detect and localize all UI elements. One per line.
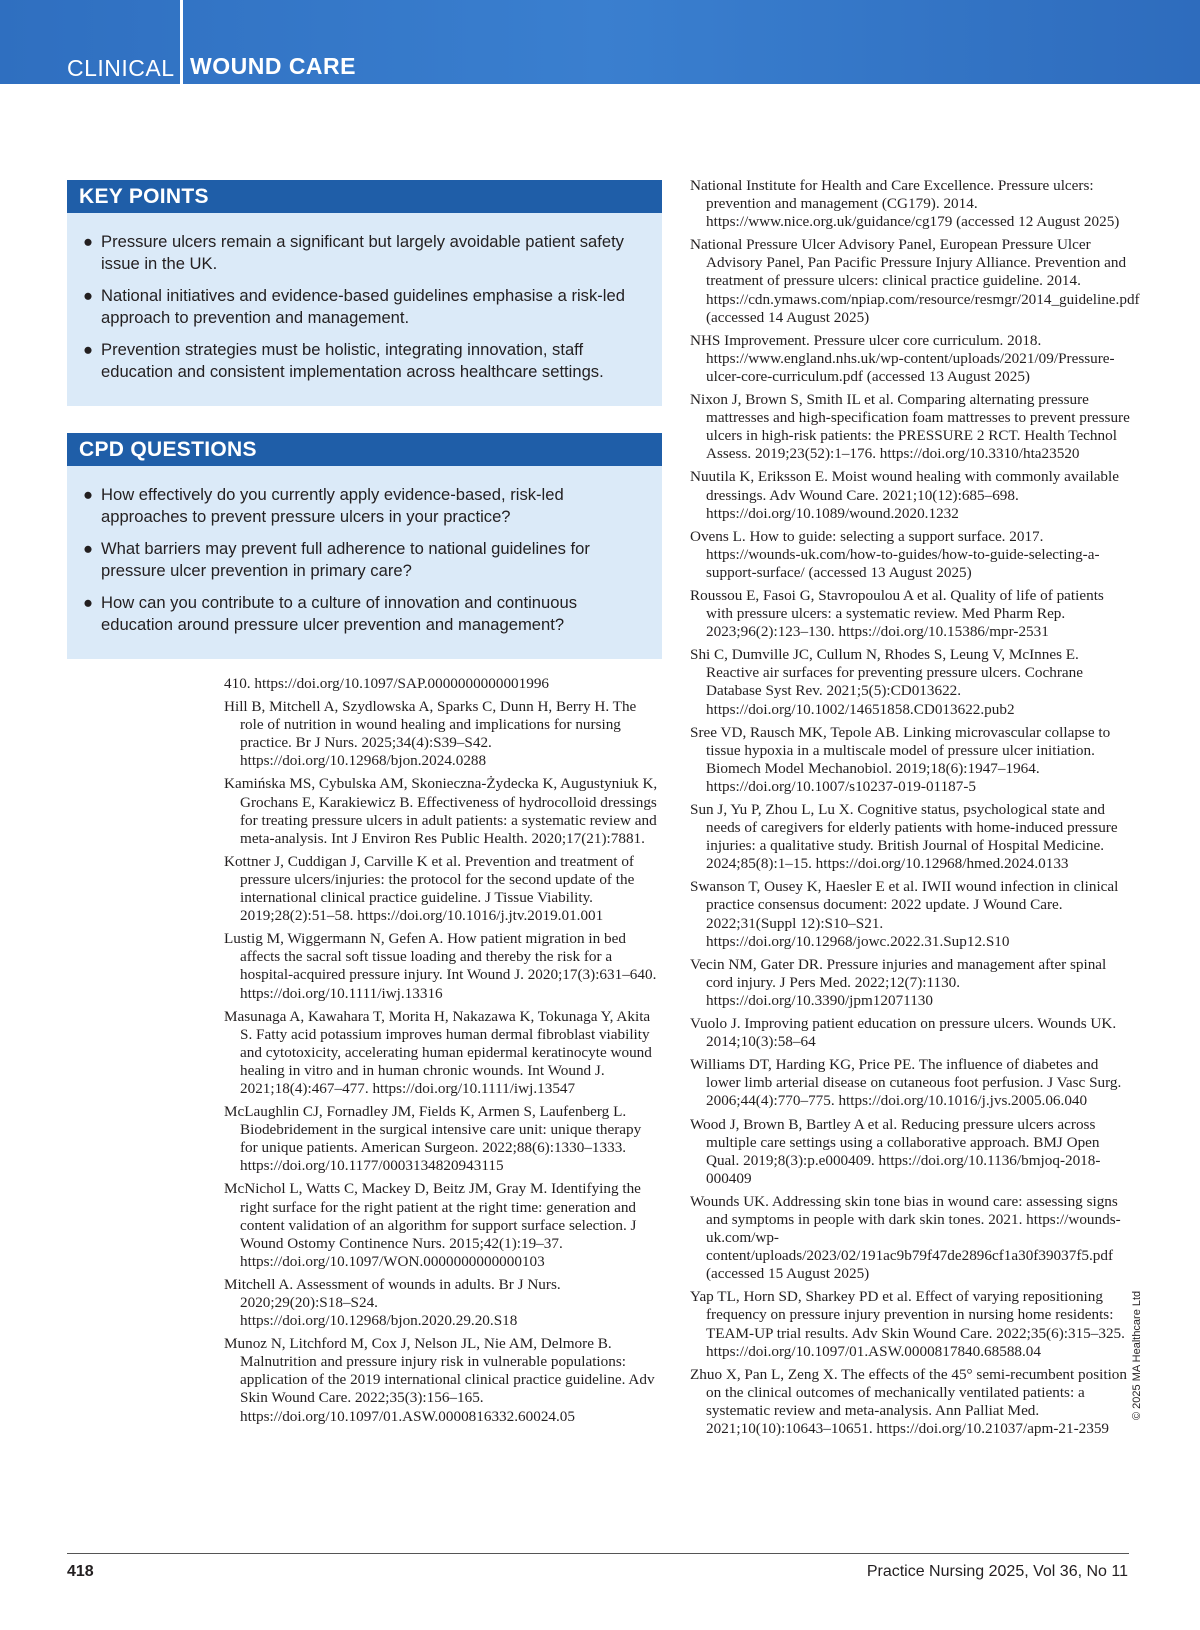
reference-item: Shi C, Dumville JC, Cullum N, Rhodes S, Leung V, McInnes E. Reactive air surfaces for preventing pressure ulcers. Cochrane Database Syst Rev. 2021;5(5):CD013622. https://doi.org/10.1002/14651858.CD013622.pub2 — [690, 646, 1083, 718]
reference-item: Vuolo J. Improving patient education on pressure ulcers. Wounds UK. 2014;10(3):58–64 — [690, 1015, 1117, 1051]
bullet-icon: ● — [83, 539, 94, 558]
reference-item: Masunaga A, Kawahara T, Morita H, Nakazawa K, Tokunaga Y, Akita S. Fatty acid potassium improves human dermal fibroblast viability and cytotoxicity, accelerating human epidermal keratinocyte wound healing in vitro and in human chronic wounds. Int Wound J. 2021;18(4):467–477. https://doi.org/10.1111/iwj.13547 — [224, 1007, 652, 1097]
section-label: CLINICAL — [67, 55, 175, 81]
reference-item: Kottner J, Cuddigan J, Carville K et al. Prevention and treatment of pressure ulcers/injuries: the protocol for the second update of the international clinical practice guideline. J Tissue Viability. 2019;28(2):51–58. https://doi.org/10.1016/j.jtv.2019.01.001 — [224, 852, 635, 925]
reference-item: McNichol L, Watts C, Mackey D, Beitz JM, Gray M. Identifying the right surface for the right patient at the right time: generation and content validation of an algorithm for support surface selection. J Wound Ostomy Continence Nurs. 2015;42(1):19–37. https://doi.org/10.1097/WON.0000000000000103 — [224, 1180, 641, 1270]
list-item: ● What barriers may prevent full adherence to national guidelines for pressure ulcer prevention in primary care? — [83, 539, 590, 580]
reference-item: Vecin NM, Gater DR. Pressure injuries and management after spinal cord injury. J Pers Med. 2022;12(7):1130. https://doi.org/10.3390/jpm12071130 — [690, 955, 1107, 1009]
key-points-list — [67, 213, 662, 383]
reference-item: Kamińska MS, Cybulska AM, Skonieczna-Żydecka K, Augustyniuk K, Grochans E, Karakiewicz B. Effectiveness of hydrocolloid dressings for treating pressure ulcers in adult patients: a systematic review and meta-analysis. Int J Environ Res Public Health. 2020;17(21):7881. — [224, 775, 658, 847]
bullet-icon: ● — [83, 232, 94, 251]
bullet-icon: ● — [83, 340, 94, 359]
list-item: ● Prevention strategies must be holistic, integrating innovation, staff education and consistent implementation across healthcare settings. — [83, 340, 604, 381]
bullet-icon: ● — [83, 593, 94, 612]
reference-item: Roussou E, Fasoi G, Stavropoulou A et al. Quality of life of patients with pressure ulcers: a systematic review. Med Pharm Rep. 2023;96(2):123–130. https://doi.org/10.15386/mpr-2531 — [690, 586, 1104, 641]
reference-item: Sree VD, Rausch MK, Tepole AB. Linking microvascular collapse to tissue hypoxia in a multiscale model of pressure ulcer initiation. Biomech Model Mechanobiol. 2019;18(6):1947–1964. https://doi.org/10.1007/s10237-019-01187-5 — [690, 723, 1111, 795]
cpd-title: CPD QUESTIONS — [67, 433, 662, 466]
list-item: ● How can you contribute to a culture of innovation and continuous education around pressure ulcer prevention and management? — [83, 593, 577, 634]
copyright-notice: © 2025 MA Healthcare Ltd — [1131, 1290, 1143, 1420]
reference-item: NHS Improvement. Pressure ulcer core curriculum. 2018. https://www.england.nhs.uk/wp-content/uploads/2021/09/Pressure-ulcer-core-curriculum.pdf (accessed 13 August 2025) — [690, 331, 1115, 385]
reference-item: National Institute for Health and Care Excellence. Pressure ulcers: prevention and management (CG179). 2014. https://www.nice.org.uk/guidance/cg179 (accessed 12 August 2025) — [690, 177, 1120, 231]
bullet-icon: ● — [83, 485, 94, 504]
reference-item: Mitchell A. Assessment of wounds in adults. Br J Nurs. 2020;29(20):S18–S24. https://doi.org/10.12968/bjon.2020.29.20.S18 — [224, 1275, 561, 1330]
bullet-icon: ● — [83, 286, 94, 305]
list-item: ● Pressure ulcers remain a significant but largely avoidable patient safety issue in the UK. — [83, 232, 624, 273]
reference-item: National Pressure Ulcer Advisory Panel, European Pressure Ulcer Advisory Panel, Pan Pacific Pressure Injury Alliance. Prevention and treatment of pressure ulcers: clinical practice guideline. 2014. https://cdn.ymaws.com/npiap.com/resource/resmgr/2014_guideline.pdf (accessed 14 August 2025) — [690, 236, 1140, 326]
reference-item: Zhuo X, Pan L, Zeng X. The effects of the 45° semi-recumbent position on the clinical outcomes of mechanically ventilated patients: a systematic review and meta-analysis. Ann Palliat Med. 2021;10(10):10643–10651. https://doi.org/10.21037/apm-21-2359 — [690, 1365, 1127, 1437]
header-divider — [180, 0, 183, 84]
key-points-title: KEY POINTS — [67, 180, 662, 213]
references-left-column — [224, 675, 659, 1431]
page-number: 418 — [67, 1563, 94, 1580]
reference-item: Ovens L. How to guide: selecting a support surface. 2017. https://wounds-uk.com/how-to-guides/how-to-guide-selecting-a-support-surface/ (accessed 13 August 2025) — [690, 527, 1100, 581]
reference-item: Wounds UK. Addressing skin tone bias in wound care: assessing signs and symptoms in people with dark skin tones. 2021. https://wounds-uk.com/wp-content/uploads/2023/02/191ac9b79f47de2896cf1a30f39037f5.pdf (accessed 15 August 2025) — [690, 1192, 1121, 1283]
footer-divider — [67, 1553, 1129, 1554]
list-item: ● How effectively do you currently apply evidence-based, risk-led approaches to prevent pressure ulcers in your practice? — [83, 485, 564, 526]
reference-item: Wood J, Brown B, Bartley A et al. Reducing pressure ulcers across multiple care settings using a collaborative approach. BMJ Open Qual. 2019;8(3):p.e000409. https://doi.org/10.1136/bmjoq-2018-000409 — [690, 1115, 1101, 1187]
reference-item: McLaughlin CJ, Fornadley JM, Fields K, Armen S, Laufenberg L. Biodebridement in the surgical intensive care unit: unique therapy for unique patients. American Surgeon. 2022;88(6):1330–1333. https://doi.org/10.1177/0003134820943115 — [224, 1103, 642, 1175]
reference-item: Nuutila K, Eriksson E. Moist wound healing with commonly available dressings. Adv Wound Care. 2021;10(12):685–698. https://doi.org/10.1089/wound.2020.1232 — [690, 468, 1119, 522]
reference-item: Swanson T, Ousey K, Haesler E et al. IWII wound infection in clinical practice consensus document: 2022 update. J Wound Care. 2022;31(Suppl 12):S10–S21. https://doi.org/10.12968/jowc.2022.31.Sup12.S10 — [690, 878, 1119, 950]
cpd-questions-box — [67, 433, 662, 659]
list-item: ● National initiatives and evidence-based guidelines emphasise a risk-led approach to prevention and management. — [83, 286, 625, 327]
reference-item: Lustig M, Wiggermann N, Gefen A. How patient migration in bed affects the sacral soft tissue loading and thereby the risk for a hospital-acquired pressure injury. Int Wound J. 2020;17(3):631–640. https://doi.org/10.1111/iwj.13316 — [224, 930, 657, 1002]
reference-item: Munoz N, Litchford M, Cox J, Nelson JL, Nie AM, Delmore B. Malnutrition and pressure injury risk in vulnerable populations: application of the 2019 international clinical practice guideline. Adv Skin Wound Care. 2022;35(3):156–165. https://doi.org/10.1097/01.ASW.0000816332.60024.05 — [224, 1335, 655, 1425]
reference-item: Hill B, Mitchell A, Szydlowska A, Sparks C, Dunn H, Berry H. The role of nutrition in wound healing and implications for nursing practice. Br J Nurs. 2025;34(4):S39–S42. https://doi.org/10.12968/bjon.2024.0288 — [224, 698, 637, 770]
key-points-box — [67, 180, 662, 406]
reference-item: Yap TL, Horn SD, Sharkey PD et al. Effect of varying repositioning frequency on pressure injury prevention in nursing home residents: TEAM-UP trial results. Adv Skin Wound Care. 2022;35(6):315–325. https://doi.org/10.1097/01.ASW.0000817840.68588.04 — [690, 1288, 1125, 1360]
topic-label: WOUND CARE — [190, 53, 356, 79]
journal-citation: Practice Nursing 2025, Vol 36, No 11 — [866, 1563, 1128, 1580]
cpd-list — [67, 466, 662, 636]
reference-item: Sun J, Yu P, Zhou L, Lu X. Cognitive status, psychological state and needs of caregivers for elderly patients with home-induced pressure injuries: a qualitative study. British Journal of Hospital Medicine. 2024;85(8):1–15. https://doi.org/10.12968/hmed.2024.0133 — [690, 801, 1118, 873]
reference-item: Nixon J, Brown S, Smith IL et al. Comparing alternating pressure mattresses and high-specification foam mattresses to prevent pressure ulcers in high-risk patients: the PRESSURE 2 RCT. Health Technol Assess. 2019;23(52):1–176. https://doi.org/10.3310/hta23520 — [690, 391, 1130, 463]
reference-item: Williams DT, Harding KG, Price PE. The influence of diabetes and lower limb arterial disease on cutaneous foot perfusion. J Vasc Surg. 2006;44(4):770–775. https://doi.org/10.1016/j.jvs.2005.06.040 — [690, 1056, 1122, 1110]
reference-item: 410. https://doi.org/10.1097/SAP.0000000000001996 — [224, 675, 550, 692]
